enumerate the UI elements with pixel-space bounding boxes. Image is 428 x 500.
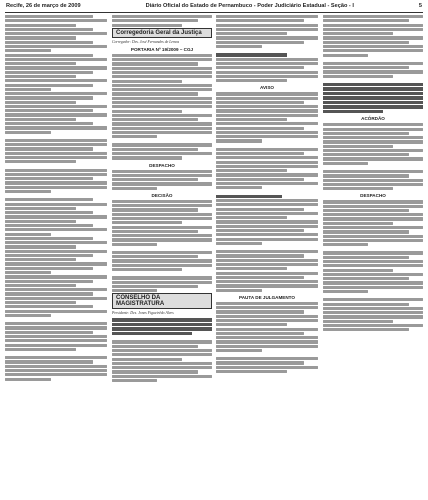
portaria-heading: PORTARIA Nº 19/2009 – CGJ [130, 46, 194, 52]
acordao-heading: ACÓRDÃO [361, 116, 385, 122]
corregedoria-subtitle: Corregedor: Des. José Fernandes de Lemos [112, 39, 180, 44]
column-2 [112, 15, 212, 496]
aviso-heading: AVISO [260, 85, 274, 91]
page-header [0, 0, 428, 12]
despacho-heading-1: DESPACHO [149, 162, 175, 168]
julgamento-heading: PAUTA DE JULGAMENTO [239, 294, 295, 300]
header-rule [5, 12, 423, 13]
column-1 [5, 15, 107, 496]
header-page-number: 5 [418, 3, 422, 9]
decisao-heading: DECISÃO [151, 192, 173, 198]
column-4 [323, 15, 423, 496]
header-date: Recife, 26 de março de 2009 [6, 3, 81, 9]
header-title: Diário Oficial do Estado de Pernambuco - Poder Judiciário Estadual - Seção - I [145, 3, 354, 9]
column-3 [216, 15, 318, 496]
despacho-heading-2: DESPACHO [360, 193, 386, 199]
corregedoria-banner: Corregedoria Geral da Justiça [112, 28, 212, 38]
conselho-subtitle: Presidente: Des. Jones Figueirêdo Alves [112, 311, 174, 316]
conselho-banner: CONSELHO DA MAGISTRATURA [112, 293, 212, 309]
